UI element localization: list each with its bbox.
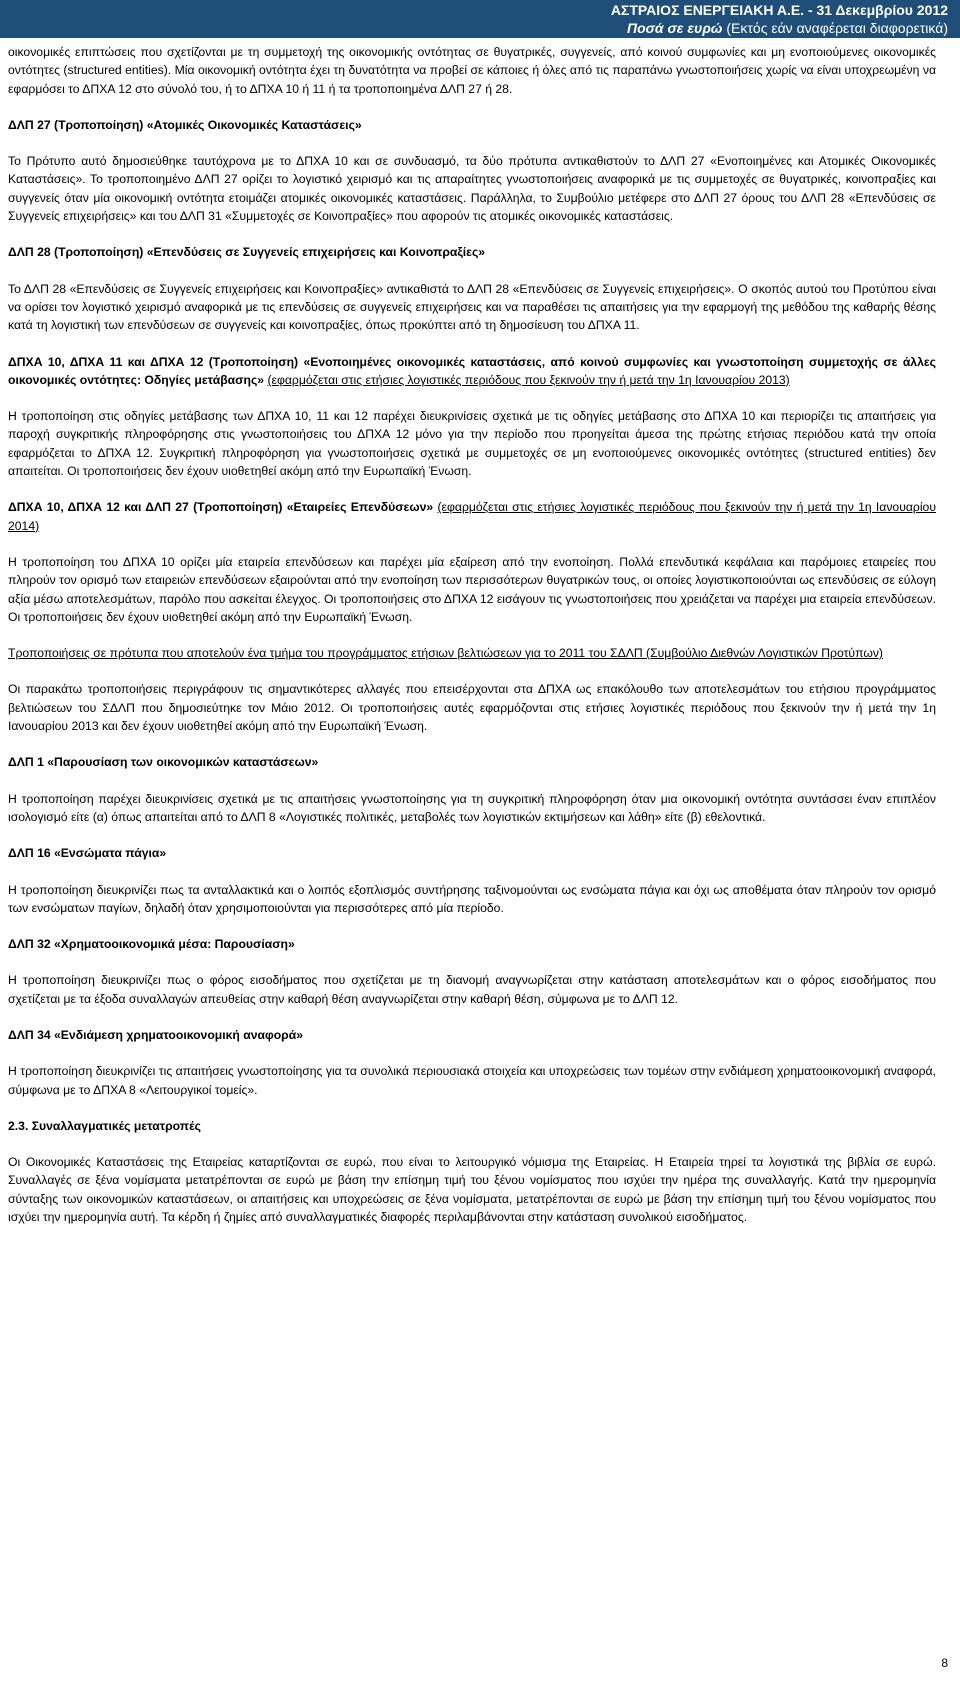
paragraph: Το ΔΛΠ 28 «Επενδύσεις σε Συγγενείς επιχειρήσεις και Κοινοπραξίες» αντικαθιστά το ΔΛΠ 28 «Επενδύσεις σε Συγγενείς επιχειρήσεις». Ο σκοπός αυτού του Προτύπου είναι να ορίσει τον λογιστικό χειρισμό αναφορικά με τις επενδύσεις σε συγγενείς επιχειρήσεις και να παραθέσει τις απαιτήσεις για την εφαρμογή της μεθόδου της καθαρής θέσης κατά τη λογιστική των επενδύσεων σε συγγενείς και κοινοπραξίες, όπως προκύπτει από τη δημοσίευση του ΔΠΧΑ 11. (8, 281, 936, 333)
document-body (8, 43, 936, 1226)
paragraph: Οι παρακάτω τροποποιήσεις περιγράφουν τις σημαντικότερες αλλαγές που επεισέρχονται στα ΔΠΧΑ ως επακόλουθο των αποτελεσμάτων του ετήσιου προγράμματος βελτιώσεων του ΣΔΛΠ που δημοσιεύτηκε τον Μάιο 2012. Οι τροποποιήσεις αυτές εφαρμόζονται στις ετήσιες λογιστικές περιόδους που ξεκινούν την ή μετά την 1η Ιανουαρίου 2013 και δεν έχουν υιοθετηθεί ακόμη από την Ευρωπαϊκή Ένωση. (8, 682, 936, 734)
section-heading: ΔΛΠ 34 «Ενδιάμεση χρηματοοικονομική αναφορά» (8, 1027, 303, 1042)
paragraph: οικονομικές επιπτώσεις που σχετίζονται με τη συμμετοχή της οικονομικής οντότητας σε θυγατρικές, συγγενείς, από κοινού συμφωνίες και μη ενοποιούμενες οικονομικές οντότητες (structured entities). Μία οικονομική οντότητα έχει τη δυνατότητα να προβεί σε κάποιες ή όλες από τις παραπάνω γνωστοποιήσεις χωρίς να είναι υποχρεωμένη να εφαρμόσει το ΔΠΧΑ 12 στο σύνολό του, ή το ΔΠΧΑ 10 ή 11 ή τα τροποποιημένα ΔΛΠ 27 ή 28. (8, 45, 936, 96)
paragraph: Οι Οικονομικές Καταστάσεις της Εταιρείας καταρτίζονται σε ευρώ, που είναι το λειτουργικό νόμισμα της Εταιρείας. Η Εταιρεία τηρεί τα λογιστικά της βιβλία σε ευρώ. Συναλλαγές σε ξένα νομίσματα μετατρέπονται σε ευρώ με βάση την επίσημη τιμή του ξένου νομίσματος που ισχύει την ημέρα της συναλλαγής. Κατά την ημερομηνία σύνταξης των οικονομικών καταστάσεων, οι απαιτήσεις και υποχρεώσεις σε ξένα νομίσματα, μετατρέπονται σε ευρώ με βάση την επίσημη τιμή του ξένου νομίσματος που ισχύει την ημερομηνία αυτή. Τα κέρδη ή ζημίες από συναλλαγματικές διαφορές περιλαμβάνονται στην κατάσταση συνολικού εισοδήματος. (8, 1155, 936, 1225)
section-heading: ΔΛΠ 16 «Ενσώματα πάγια» (8, 846, 167, 861)
currency-note (0, 19, 948, 37)
improvements-heading: Τροποποιήσεις σε πρότυπα που αποτελούν ένα τμήμα του προγράμματος ετήσιων βελτιώσεων για το 2011 του ΣΔΛΠ (Συμβούλιο Διεθνών Λογιστικών Προτύπων) (8, 646, 883, 661)
paragraph: Η τροποποίηση παρέχει διευκρινίσεις σχετικά με τις απαιτήσεις γνωστοποίησης για τη συγκριτική πληροφόρηση όταν μια οικονομική οντότητα συντάσσει έναν επιπλέον ισολογισμό είτε (α) όπως απαιτείται από το ΔΛΠ 8 «Λογιστικές πολιτικές, μεταβολές των λογιστικών εκτιμήσεων και λάθη» είτε (β) εθελοντικά. (8, 791, 936, 824)
paragraph: Η τροποποίηση του ΔΠΧΑ 10 ορίζει μία εταιρεία επενδύσεων και παρέχει μία εξαίρεση από την ενοποίηση. Πολλά επενδυτικά κεφάλαια και παρόμοιες εταιρείες που πληρούν τον ορισμό των εταιρειών επενδύσεων εξαιρούνται από την ενοποίηση των περισσότερων θυγατρικών τους, οι οποίες λογιστικοποιούνται ως επενδύσεις σε εύλογη αξία μέσω αποτελεσμάτων, παρόλο που ασκείται έλεγχος. Οι τροποποιήσεις στο ΔΠΧΑ 12 εισάγουν τις γνωστοποιήσεις που χρειάζεται να παρέχει μια εταιρεία επενδύσεων. Οι τροποποιήσεις δεν έχουν υιοθετηθεί ακόμη από την Ευρωπαϊκή Ένωση. (8, 554, 936, 624)
section-heading: ΔΛΠ 1 «Παρουσίαση των οικονομικών καταστάσεων» (8, 755, 319, 770)
paragraph: Το Πρότυπο αυτό δημοσιεύθηκε ταυτόχρονα με το ΔΠΧΑ 10 και σε συνδυασμό, τα δύο πρότυπα αντικαθιστούν το ΔΛΠ 27 «Ενοποιημένες και Ατομικές Οικονομικές Καταστάσεις». Το τροποποιημένο ΔΛΠ 27 ορίζει το λογιστικό χειρισμό και τις απαραίτητες γνωστοποιήσεις αναφορικά με τις συμμετοχές σε θυγατρικές, κοινοπραξίες και συγγενείς όταν μία οικονομική οντότητα ετοιμάζει ατομικές οικονομικές καταστάσεις. Παράλληλα, το Συμβούλιο μετέφερε στο ΔΛΠ 27 όρους του ΔΛΠ 28 «Επενδύσεις σε Συγγενείς επιχειρήσεις» και του ΔΛΠ 31 «Συμμετοχές σε Κοινοπραξίες» που αφορούν τις ατομικές οικονομικές καταστάσεις. (8, 154, 936, 224)
section-heading-with-note (8, 498, 936, 535)
section-heading: ΔΛΠ 28 (Τροποποίηση) «Επενδύσεις σε Συγγενείς επιχειρήσεις και Κοινοπραξίες» (8, 245, 486, 260)
heading-bold: ΔΠΧΑ 10, ΔΠΧΑ 11 και ΔΠΧΑ 12 (Τροποποίηση) «Ενοποιημένες οικονομικές καταστάσεις, από κοινού συμφωνίες και γνωστοποίηση συμμετοχής σε άλλες οικονομικές οντότητες: Οδηγίες μετάβασης» (8, 354, 936, 387)
heading-effective-note: (εφαρμόζεται στις ετήσιες λογιστικές περιόδους που ξεκινούν την ή μετά την 1η Ιανουαρίου 2014) (8, 500, 937, 533)
paragraph: Η τροποποίηση στις οδηγίες μετάβασης των ΔΠΧΑ 10, 11 και 12 παρέχει διευκρινίσεις σχετικά με τις οδηγίες μετάβασης στο ΔΠΧΑ 10 και περιορίζει τις απαιτήσεις για παροχή συγκριτικής πληροφόρησης στις γνωστοποιήσεις του ΔΠΧΑ 12 μόνο για την περίοδο που προηγείται άμεσα της πρώτης ετήσιας περιόδου κατά την οποία εφαρμόζεται το ΔΠΧΑ 12. Συγκριτική πληροφόρηση για γνωστοποιήσεις σχετικά με συμμετοχές σε μη ενοποιούμενες οικονομικές οντότητες (structured entities) δεν απαιτείται. Οι τροποποιήσεις δεν έχουν υιοθετηθεί ακόμη από την Ευρωπαϊκή Ένωση. (8, 409, 936, 479)
heading-bold: ΔΠΧΑ 10, ΔΠΧΑ 12 και ΔΛΠ 27 (Τροποποίηση) «Εταιρείες Επενδύσεων» (8, 500, 434, 515)
page-header (0, 0, 960, 38)
currency-bold: Ποσά σε ευρώ (627, 20, 723, 36)
paragraph: Η τροποποίηση διευκρινίζει πως ο φόρος εισοδήματος που σχετίζεται με τη διανομή αναγνωρίζεται στην κατάσταση αποτελεσμάτων και ο φόρος εισοδήματος που σχετίζεται με τα έξοδα συναλλαγών απευθείας στην καθαρή θέση αναγνωρίζεται στην καθαρή θέση, σύμφωνα με το ΔΛΠ 12. (8, 973, 936, 1006)
section-heading: ΔΛΠ 32 «Χρηματοοικονομικά μέσα: Παρουσίαση» (8, 937, 295, 952)
section-heading: 2.3. Συναλλαγματικές μετατροπές (8, 1118, 201, 1133)
company-title: ΑΣΤΡΑΙΟΣ ΕΝΕΡΓΕΙΑΚΗ Α.Ε. - 31 Δεκεμβρίου 2012 (610, 2, 948, 18)
section-heading: ΔΛΠ 27 (Τροποποίηση) «Ατομικές Οικονομικές Καταστάσεις» (8, 117, 362, 132)
heading-effective-note: (εφαρμόζεται στις ετήσιες λογιστικές περιόδους που ξεκινούν την ή μετά την 1η Ιανουαρίου 2013) (267, 372, 790, 387)
page-number: 8 (941, 1656, 948, 1670)
section-heading-underlined (8, 644, 936, 662)
section-heading-with-note (8, 353, 936, 390)
currency-note-text: (Εκτός εάν αναφέρεται διαφορετικά) (726, 20, 948, 36)
paragraph: Η τροποποίηση διευκρινίζει τις απαιτήσεις γνωστοποίησης για τα συνολικά περιουσιακά στοιχεία και υποχρεώσεις των τομέων στην ενδιάμεση χρηματοοικονομική αναφορά, σύμφωνα με το ΔΠΧΑ 8 «Λειτουργικοί τομείς». (8, 1064, 936, 1097)
paragraph: Η τροποποίηση διευκρινίζει πως τα ανταλλακτικά και ο λοιπός εξοπλισμός συντήρησης ταξινομούνται ως ενσώματα πάγια και όχι ως αποθέματα όταν πληρούν τον ορισμό των ενσώματων παγίων, δηλαδή όταν χρησιμοποιούνται για περισσότερες από μία περίοδο. (8, 882, 936, 915)
